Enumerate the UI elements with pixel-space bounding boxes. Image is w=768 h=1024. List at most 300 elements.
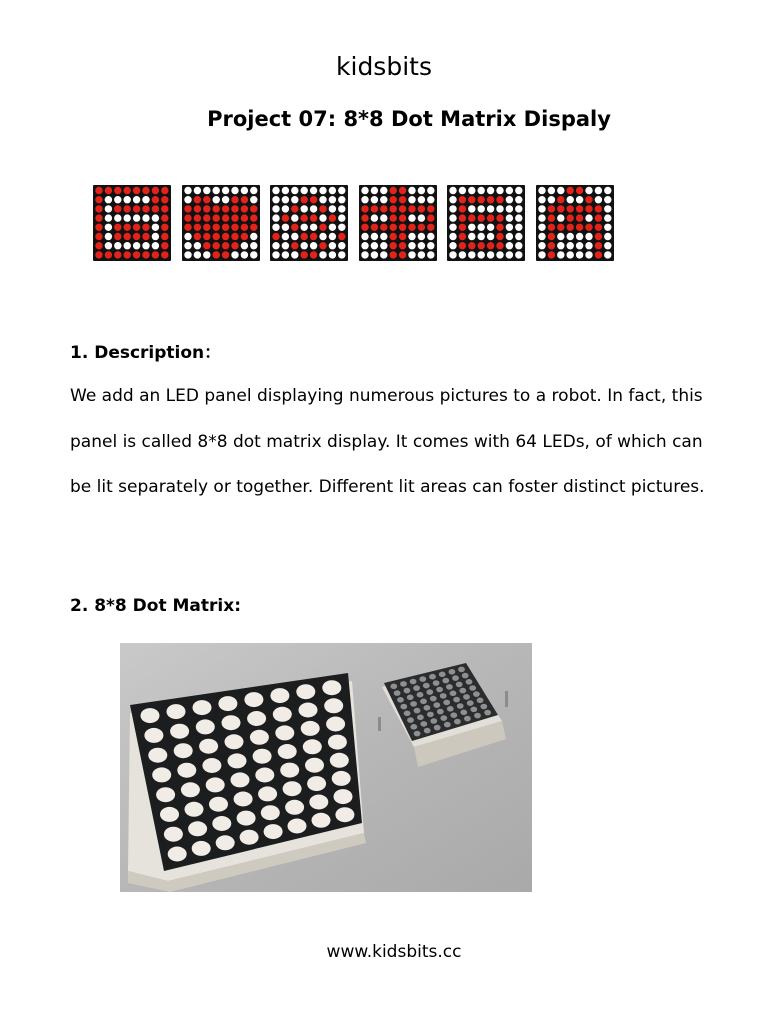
photo-led [414,708,421,714]
led-off [604,242,611,249]
led-off [506,233,513,240]
led-lit [203,224,210,231]
photo-led [283,781,302,796]
led-lit [548,205,555,212]
led-off [418,196,425,203]
led-lit [161,205,168,212]
led-lit [213,214,220,221]
led-off [557,233,564,240]
led-off [152,214,159,221]
led-off [371,214,378,221]
photo-led [452,675,459,681]
led-lit [567,224,574,231]
led-off [291,214,298,221]
led-off [418,187,425,194]
led-off [538,205,545,212]
led-lit [319,242,326,249]
photo-led [407,695,414,701]
led-lit [478,242,485,249]
led-lit [595,242,602,249]
led-off [184,233,191,240]
matrix-example-grid [536,185,614,261]
led-off [538,233,545,240]
photo-led [212,816,231,831]
photo-led [436,687,443,693]
led-off [291,187,298,194]
led-lit [390,196,397,203]
led-off [506,251,513,258]
led-lit [557,205,564,212]
photo-led [429,674,436,680]
led-lit [142,224,149,231]
led-lit [95,214,102,221]
led-off [449,251,456,258]
led-lit [114,251,121,258]
led-lit [576,214,583,221]
led-lit [557,196,564,203]
led-off [449,224,456,231]
led-off [329,205,336,212]
led-off [427,196,434,203]
led-off [427,251,434,258]
led-off [418,242,425,249]
photo-led [209,797,228,812]
photo-led [417,692,424,698]
led-lit [114,187,121,194]
led-lit [142,233,149,240]
photo-led [437,709,444,715]
led-off [250,196,257,203]
photo-led [450,691,457,697]
led-lit [459,205,466,212]
photo-led [141,708,160,723]
led-lit [567,214,574,221]
led-lit [585,196,592,203]
led-lit [213,242,220,249]
led-off [203,187,210,194]
photo-led [446,684,453,690]
led-lit [203,214,210,221]
dot-matrix-photo-illustration [120,643,532,892]
led-off [557,187,564,194]
led-off [380,242,387,249]
photo-led [193,700,212,715]
led-lit [222,251,229,258]
led-lit [371,205,378,212]
led-off [329,233,336,240]
led-off [142,214,149,221]
led-off [282,224,289,231]
led-off [241,187,248,194]
led-off [449,233,456,240]
photo-led [270,688,289,703]
led-off [585,251,592,258]
led-lit [585,224,592,231]
led-lit [418,224,425,231]
led-lit [427,205,434,212]
photo-led [400,704,407,710]
led-off [468,187,475,194]
led-off [241,242,248,249]
led-off [301,224,308,231]
led-lit [487,196,494,203]
photo-led [264,824,283,839]
matrix-examples [93,185,623,263]
photo-led [450,712,457,718]
photo-led [192,841,211,856]
led-lit [152,205,159,212]
led-lit [142,251,149,258]
led-lit [567,187,574,194]
photo-led [278,744,297,759]
photo-led [433,702,440,708]
led-lit [222,205,229,212]
led-off [371,187,378,194]
led-off [282,196,289,203]
photo-led [447,706,454,712]
led-off [114,196,121,203]
photo-led [253,749,272,764]
led-off [576,251,583,258]
led-off [515,242,522,249]
led-off [449,205,456,212]
led-lit [231,242,238,249]
led-off [133,196,140,203]
led-off [213,187,220,194]
led-off [338,242,345,249]
led-off [567,251,574,258]
led-lit [585,205,592,212]
led-lit [222,242,229,249]
led-lit [184,214,191,221]
photo-led [328,735,347,750]
led-off [380,251,387,258]
led-off [319,214,326,221]
led-off [538,196,545,203]
led-off [538,242,545,249]
led-off [272,205,279,212]
matrix-example-grid [182,185,260,261]
led-off [478,251,485,258]
led-lit [548,242,555,249]
led-lit [250,205,257,212]
matrix-example-4 [359,185,437,261]
led-off [194,242,201,249]
led-lit [390,251,397,258]
led-lit [548,224,555,231]
led-off [105,242,112,249]
photo-led [413,685,420,691]
photo-led [424,705,431,711]
led-off [250,242,257,249]
photo-led [185,802,204,817]
led-off [604,233,611,240]
photo-led [430,718,437,724]
led-off [184,187,191,194]
photo-led [174,743,193,758]
led-off [282,251,289,258]
led-lit [222,214,229,221]
photo-led [335,807,354,822]
led-off [184,242,191,249]
led-off [595,187,602,194]
led-lit [231,205,238,212]
led-off [301,187,308,194]
led-off [478,233,485,240]
photo-led [206,777,225,792]
photo-led [202,758,221,773]
photo-led [407,717,414,723]
led-off [557,251,564,258]
led-off [231,187,238,194]
led-off [338,214,345,221]
photo-led [326,717,345,732]
led-off [152,224,159,231]
led-off [371,242,378,249]
led-lit [468,196,475,203]
led-off [604,224,611,231]
led-off [515,251,522,258]
led-off [241,251,248,258]
photo-led [419,676,426,682]
photo-led [424,728,431,734]
matrix-example-grid [270,185,348,261]
led-lit [595,233,602,240]
led-lit [213,233,220,240]
led-lit [241,233,248,240]
led-lit [301,196,308,203]
led-lit [250,224,257,231]
led-lit [595,224,602,231]
photo-led [440,715,447,721]
photo-led [285,800,304,815]
led-off [222,187,229,194]
led-lit [194,214,201,221]
photo-led [430,696,437,702]
led-off [515,205,522,212]
led-off [105,224,112,231]
led-lit [427,214,434,221]
brand-title: kidsbits [336,52,432,81]
led-lit [595,214,602,221]
photo-led [188,821,207,836]
led-off [506,242,513,249]
photo-led [247,711,266,726]
led-off [338,187,345,194]
photo-led [467,700,474,706]
led-off [319,233,326,240]
led-lit [114,233,121,240]
photo-led [181,782,200,797]
photo-led [423,683,430,689]
led-lit [380,205,387,212]
photo-led [414,731,421,737]
led-off [468,224,475,231]
led-lit [459,224,466,231]
led-lit [459,233,466,240]
led-off [506,196,513,203]
led-off [487,224,494,231]
led-off [361,187,368,194]
photo-led [453,697,460,703]
led-off [506,224,513,231]
photo-led [156,787,175,802]
photo-led [477,698,484,704]
led-lit [329,214,336,221]
led-off [496,205,503,212]
led-off [329,251,336,258]
led-lit [213,205,220,212]
led-off [380,214,387,221]
led-off [496,187,503,194]
led-lit [213,224,220,231]
led-lit [161,187,168,194]
photo-led [258,786,277,801]
photo-led [164,827,183,842]
led-off [319,187,326,194]
led-lit [161,233,168,240]
photo-led [148,748,167,763]
led-lit [231,224,238,231]
led-off [301,205,308,212]
led-off [538,224,545,231]
led-lit [390,205,397,212]
led-off [152,233,159,240]
led-off [291,196,298,203]
led-off [585,233,592,240]
led-off [496,251,503,258]
dot-matrix-photo [120,643,532,892]
led-lit [161,214,168,221]
led-off [468,251,475,258]
led-off [319,251,326,258]
photo-led [196,719,215,734]
photo-led [454,719,461,725]
led-lit [310,214,317,221]
led-lit [291,205,298,212]
led-lit [203,205,210,212]
photo-led [464,716,471,722]
led-off [272,187,279,194]
led-lit [124,187,131,194]
photo-led [462,673,469,679]
led-lit [399,233,406,240]
photo-led [309,795,328,810]
led-off [124,196,131,203]
led-lit [95,242,102,249]
photo-led [237,811,256,826]
photo-led [456,682,463,688]
led-off [329,224,336,231]
led-off [487,187,494,194]
led-off [449,242,456,249]
photo-led [312,813,331,828]
photo-led [457,703,464,709]
led-lit [152,187,159,194]
led-lit [496,214,503,221]
led-lit [390,224,397,231]
photo-led [240,830,259,845]
photo-led [303,739,322,754]
led-lit [222,233,229,240]
photo-led [199,739,218,754]
led-lit [468,214,475,221]
led-off [576,196,583,203]
led-lit [338,233,345,240]
project-title: Project 07: 8*8 Dot Matrix Dispaly [207,107,611,131]
led-off [319,196,326,203]
photo-led [330,753,349,768]
photo-led [417,715,424,721]
matrix-example-1 [93,185,171,261]
led-lit [105,251,112,258]
photo-led [225,734,244,749]
led-off [515,187,522,194]
led-off [231,251,238,258]
led-lit [310,233,317,240]
led-lit [496,196,503,203]
led-off [459,187,466,194]
led-off [585,187,592,194]
led-lit [272,233,279,240]
matrix-example-grid [93,185,171,261]
led-off [604,196,611,203]
led-lit [418,205,425,212]
photo-led [170,724,189,739]
led-lit [124,233,131,240]
led-lit [203,242,210,249]
led-off [487,251,494,258]
led-off [371,196,378,203]
photo-led [324,698,343,713]
led-off [203,251,210,258]
led-off [567,242,574,249]
led-lit [194,205,201,212]
photo-led [469,685,476,691]
photo-led [301,721,320,736]
led-lit [595,205,602,212]
description-body: We add an LED panel displaying numerous pictures to a robot. In fact, this panel is called 8*8 dot matrix display. It comes with 64 LEDs, of which can be lit separately or together. Different lit areas can foster distinct pictures. [70,386,705,497]
led-off [250,251,257,258]
led-off [272,251,279,258]
led-off [418,214,425,221]
led-off [361,251,368,258]
led-off [538,251,545,258]
led-lit [459,242,466,249]
led-off [338,251,345,258]
led-off [478,205,485,212]
photo-led [261,805,280,820]
led-off [124,214,131,221]
matrix-example-grid [359,185,437,261]
led-off [427,233,434,240]
photo-led [410,724,417,730]
led-lit [380,224,387,231]
led-lit [133,187,140,194]
photo-led [280,763,299,778]
led-lit [194,224,201,231]
photo-led [420,721,427,727]
photo-led [177,763,196,778]
led-lit [399,187,406,194]
led-off [418,251,425,258]
led-lit [231,196,238,203]
led-lit [427,224,434,231]
led-lit [95,187,102,194]
led-lit [124,251,131,258]
led-lit [361,205,368,212]
led-off [361,196,368,203]
